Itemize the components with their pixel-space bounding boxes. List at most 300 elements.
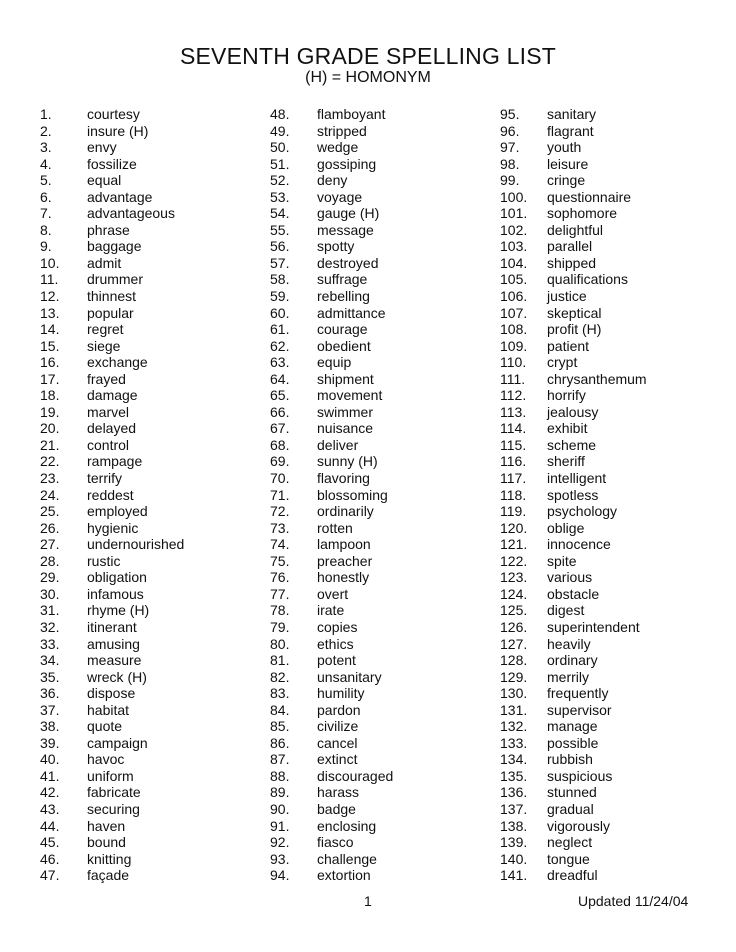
item-number: 95. [500, 106, 520, 122]
spelling-word: shipment [317, 370, 374, 387]
item-number: 4. [40, 155, 52, 172]
spelling-word: advantage [87, 188, 153, 205]
item-number: 30. [40, 585, 60, 602]
page-number: 1 [364, 893, 372, 909]
item-number: 82. [270, 668, 290, 685]
spelling-word: parallel [547, 238, 593, 255]
list-item [270, 338, 500, 355]
list-item [270, 619, 500, 636]
spelling-word: harass [317, 784, 360, 801]
item-number: 69. [270, 453, 290, 470]
list-item [40, 834, 270, 851]
spelling-word: rustic [87, 552, 121, 569]
list-item [40, 801, 270, 818]
spelling-word: shipped [547, 254, 597, 271]
list-item [40, 685, 270, 702]
item-number: 136. [500, 784, 528, 801]
spelling-word: admittance [317, 304, 386, 321]
list-item [500, 851, 730, 868]
item-number: 7. [40, 205, 52, 222]
spelling-word: merrily [547, 668, 589, 685]
list-item [500, 867, 730, 884]
list-item [500, 784, 730, 801]
list-item [500, 834, 730, 851]
spelling-word: sanitary [547, 106, 597, 122]
item-number: 6. [40, 188, 52, 205]
list-item [270, 801, 500, 818]
item-number: 141. [500, 867, 528, 884]
list-item [270, 470, 500, 487]
item-number: 128. [500, 652, 528, 669]
item-number: 66. [270, 403, 290, 420]
item-number: 51. [270, 155, 290, 172]
list-item [500, 586, 730, 603]
list-item [40, 536, 270, 553]
spelling-word: voyage [317, 188, 363, 205]
list-item [270, 784, 500, 801]
spelling-word: challenge [317, 850, 377, 867]
spelling-word: ethics [317, 635, 354, 652]
item-number: 2. [40, 122, 52, 139]
spelling-word: scheme [547, 436, 597, 453]
item-number: 46. [40, 850, 60, 867]
item-number: 124. [500, 585, 528, 602]
spelling-word: dispose [87, 685, 136, 702]
list-item [40, 156, 270, 173]
list-item [500, 536, 730, 553]
spelling-word: damage [87, 387, 138, 404]
item-number: 25. [40, 503, 60, 520]
spelling-word: obstacle [547, 585, 600, 602]
item-number: 17. [40, 370, 60, 387]
list-item [270, 536, 500, 553]
spelling-word: chrysanthemum [547, 370, 647, 387]
list-item [500, 669, 730, 686]
list-item [500, 222, 730, 239]
spelling-word: badge [317, 800, 356, 817]
list-item [270, 553, 500, 570]
spelling-word: spite [547, 552, 577, 569]
spelling-word: unsanitary [317, 668, 382, 685]
word-column-2 [270, 106, 500, 884]
item-number: 102. [500, 221, 528, 238]
item-number: 110. [500, 354, 527, 371]
list-item [270, 387, 500, 404]
list-item [270, 453, 500, 470]
list-item [40, 669, 270, 686]
spelling-word: gradual [547, 800, 594, 817]
spelling-word: haven [87, 817, 126, 834]
item-number: 52. [270, 172, 290, 189]
spelling-word: courage [317, 321, 368, 338]
list-item [500, 189, 730, 206]
item-number: 68. [270, 436, 290, 453]
item-number: 44. [40, 817, 60, 834]
item-number: 18. [40, 387, 60, 404]
spelling-word: dreadful [547, 867, 598, 884]
item-number: 89. [270, 784, 290, 801]
item-number: 78. [270, 602, 290, 619]
spelling-word: flagrant [547, 122, 594, 139]
spelling-word: supervisor [547, 701, 612, 718]
item-number: 35. [40, 668, 60, 685]
spelling-word: delayed [87, 420, 137, 437]
item-number: 23. [40, 470, 60, 487]
spelling-word: honestly [317, 569, 370, 586]
page-subtitle: (H) = HOMONYM [305, 69, 431, 86]
spelling-word: wedge [317, 139, 359, 156]
spelling-word: havoc [87, 751, 125, 768]
spelling-word: digest [547, 602, 585, 619]
item-number: 104. [500, 254, 528, 271]
spelling-word: jealousy [547, 403, 599, 420]
list-item [40, 586, 270, 603]
spelling-word: message [317, 221, 374, 238]
item-number: 126. [500, 618, 528, 635]
spelling-word: rampage [87, 453, 143, 470]
list-item [270, 354, 500, 371]
list-item [40, 487, 270, 504]
item-number: 92. [270, 834, 290, 851]
spelling-word: gauge (H) [317, 205, 380, 222]
list-item [40, 652, 270, 669]
list-item [40, 569, 270, 586]
list-item [40, 387, 270, 404]
list-item [270, 420, 500, 437]
item-number: 71. [270, 486, 290, 503]
spelling-word: marvel [87, 403, 130, 420]
spelling-word: habitat [87, 701, 130, 718]
list-item [270, 255, 500, 272]
list-item [500, 371, 730, 388]
spelling-word: thinnest [87, 288, 137, 305]
spelling-word: ordinarily [317, 503, 374, 520]
list-item [40, 255, 270, 272]
list-item [40, 520, 270, 537]
spelling-word: drummer [87, 271, 144, 288]
item-number: 119. [500, 503, 527, 520]
list-item [270, 702, 500, 719]
list-item [500, 487, 730, 504]
spelling-word: psychology [547, 503, 618, 520]
list-item [270, 238, 500, 255]
spelling-word: profit (H) [547, 321, 602, 338]
list-item [500, 255, 730, 272]
spelling-word: frayed [87, 370, 126, 387]
list-item [270, 437, 500, 454]
item-number: 139. [500, 834, 528, 851]
list-item [270, 371, 500, 388]
list-item [270, 851, 500, 868]
list-item [500, 354, 730, 371]
item-number: 57. [270, 254, 290, 271]
item-number: 15. [40, 337, 60, 354]
spelling-word: civilize [317, 718, 359, 735]
list-item [500, 387, 730, 404]
item-number: 79. [270, 618, 290, 635]
item-number: 75. [270, 552, 290, 569]
list-item [270, 189, 500, 206]
item-number: 99. [500, 172, 520, 189]
list-item [40, 553, 270, 570]
list-item [40, 106, 270, 123]
spelling-word: ordinary [547, 652, 598, 669]
spelling-word: baggage [87, 238, 142, 255]
item-number: 20. [40, 420, 60, 437]
list-item [40, 784, 270, 801]
spelling-word: rhyme (H) [87, 602, 150, 619]
spelling-word: rebelling [317, 288, 370, 305]
spelling-word: oblige [547, 519, 585, 536]
list-item [40, 818, 270, 835]
list-item [500, 685, 730, 702]
item-number: 123. [500, 569, 528, 586]
spelling-word: discouraged [317, 767, 394, 784]
list-item [270, 669, 500, 686]
list-item [270, 487, 500, 504]
spelling-word: measure [87, 652, 142, 669]
item-number: 58. [270, 271, 290, 288]
item-number: 81. [270, 652, 290, 669]
item-number: 70. [270, 470, 290, 487]
spelling-word: employed [87, 503, 148, 520]
spelling-word: irate [317, 602, 345, 619]
spelling-word: spotty [317, 238, 355, 255]
spelling-word: vigorously [547, 817, 611, 834]
list-item [270, 685, 500, 702]
item-number: 11. [40, 271, 59, 288]
spelling-word: gossiping [317, 155, 377, 172]
spelling-word: spotless [547, 486, 599, 503]
item-number: 100. [500, 188, 528, 205]
list-item [40, 321, 270, 338]
list-item [270, 404, 500, 421]
spelling-word: uniform [87, 767, 134, 784]
item-number: 36. [40, 685, 60, 702]
list-item [270, 172, 500, 189]
spelling-word: blossoming [317, 486, 388, 503]
spelling-word: hygienic [87, 519, 139, 536]
list-item [40, 718, 270, 735]
item-number: 88. [270, 767, 290, 784]
item-number: 26. [40, 519, 60, 536]
spelling-word: equal [87, 172, 122, 189]
list-item [270, 718, 500, 735]
list-item [270, 768, 500, 785]
spelling-word: lampoon [317, 536, 371, 553]
item-number: 61. [270, 321, 290, 338]
item-number: 54. [270, 205, 290, 222]
item-number: 56. [270, 238, 290, 255]
list-item [500, 271, 730, 288]
item-number: 12. [40, 288, 60, 305]
list-item [500, 156, 730, 173]
list-item [40, 205, 270, 222]
list-item [500, 569, 730, 586]
list-item [40, 371, 270, 388]
list-item [270, 123, 500, 140]
list-item [270, 834, 500, 851]
list-item [500, 520, 730, 537]
item-number: 13. [40, 304, 60, 321]
spelling-word: cringe [547, 172, 586, 189]
item-number: 55. [270, 221, 290, 238]
item-number: 96. [500, 122, 520, 139]
spelling-word: copies [317, 618, 358, 635]
item-number: 77. [270, 585, 290, 602]
list-item [270, 205, 500, 222]
item-number: 121. [500, 536, 528, 553]
spelling-word: wreck (H) [87, 668, 147, 685]
item-number: 98. [500, 155, 520, 172]
spelling-word: phrase [87, 221, 130, 238]
item-number: 134. [500, 751, 528, 768]
list-item [500, 172, 730, 189]
spelling-word: fiasco [317, 834, 354, 851]
spelling-word: horrify [547, 387, 586, 404]
list-item [500, 139, 730, 156]
spelling-word: façade [87, 867, 130, 884]
spelling-word: itinerant [87, 618, 137, 635]
spelling-word: destroyed [317, 254, 379, 271]
list-item [40, 139, 270, 156]
item-number: 127. [500, 635, 528, 652]
spelling-word: frequently [547, 685, 609, 702]
list-item [40, 851, 270, 868]
item-number: 138. [500, 817, 528, 834]
spelling-word: movement [317, 387, 383, 404]
spelling-word: skeptical [547, 304, 602, 321]
spelling-word: undernourished [87, 536, 185, 553]
item-number: 10. [40, 254, 60, 271]
spelling-word: superintendent [547, 618, 640, 635]
spelling-word: preacher [317, 552, 373, 569]
spelling-word: obligation [87, 569, 147, 586]
spelling-word: tongue [547, 850, 590, 867]
list-item [500, 768, 730, 785]
list-item [40, 437, 270, 454]
list-item [270, 867, 500, 884]
list-item [270, 321, 500, 338]
list-item [270, 569, 500, 586]
item-number: 74. [270, 536, 290, 553]
list-item [40, 503, 270, 520]
item-number: 62. [270, 337, 290, 354]
spelling-word: fabricate [87, 784, 141, 801]
item-number: 129. [500, 668, 528, 685]
spelling-word: heavily [547, 635, 591, 652]
list-item [270, 139, 500, 156]
item-number: 73. [270, 519, 290, 536]
list-item [40, 768, 270, 785]
list-item [270, 520, 500, 537]
list-item [40, 420, 270, 437]
spelling-word: crypt [547, 354, 578, 371]
list-item [270, 222, 500, 239]
item-number: 118. [500, 486, 527, 503]
item-number: 63. [270, 354, 290, 371]
item-number: 94. [270, 867, 290, 884]
spelling-word: sunny (H) [317, 453, 378, 470]
list-item [500, 404, 730, 421]
item-number: 34. [40, 652, 60, 669]
list-item [500, 619, 730, 636]
item-number: 76. [270, 569, 290, 586]
spelling-word: fossilize [87, 155, 137, 172]
list-item [500, 453, 730, 470]
item-number: 27. [40, 536, 60, 553]
item-number: 14. [40, 321, 60, 338]
spelling-word: justice [547, 288, 587, 305]
spelling-word: infamous [87, 585, 144, 602]
spelling-word: siege [87, 337, 121, 354]
list-item [40, 189, 270, 206]
item-number: 130. [500, 685, 528, 702]
list-item [40, 222, 270, 239]
list-item [270, 503, 500, 520]
list-item [270, 652, 500, 669]
item-number: 80. [270, 635, 290, 652]
item-number: 49. [270, 122, 290, 139]
item-number: 97. [500, 139, 520, 156]
item-number: 135. [500, 767, 528, 784]
list-item [500, 735, 730, 752]
item-number: 125. [500, 602, 528, 619]
item-number: 107. [500, 304, 528, 321]
item-number: 65. [270, 387, 290, 404]
list-item [40, 602, 270, 619]
item-number: 3. [40, 139, 52, 156]
spelling-word: amusing [87, 635, 140, 652]
item-number: 109. [500, 337, 528, 354]
list-item [500, 801, 730, 818]
spelling-word: popular [87, 304, 134, 321]
list-item [40, 453, 270, 470]
item-number: 21. [40, 436, 60, 453]
item-number: 60. [270, 304, 290, 321]
list-item [500, 751, 730, 768]
spelling-word: nuisance [317, 420, 374, 437]
list-item [40, 636, 270, 653]
spelling-word: intelligent [547, 470, 607, 487]
item-number: 59. [270, 288, 290, 305]
list-item [500, 420, 730, 437]
spelling-word: stripped [317, 122, 367, 139]
spelling-word: reddest [87, 486, 134, 503]
list-item [40, 172, 270, 189]
list-item [270, 106, 500, 123]
item-number: 117. [500, 470, 527, 487]
list-item [270, 636, 500, 653]
item-number: 86. [270, 734, 290, 751]
spelling-word: qualifications [547, 271, 628, 288]
item-number: 45. [40, 834, 60, 851]
list-item [500, 437, 730, 454]
item-number: 29. [40, 569, 60, 586]
item-number: 28. [40, 552, 60, 569]
list-item [500, 636, 730, 653]
item-number: 101. [500, 205, 528, 222]
list-item [500, 205, 730, 222]
list-item [270, 305, 500, 322]
spelling-word: quote [87, 718, 123, 735]
item-number: 108. [500, 321, 528, 338]
list-item [40, 735, 270, 752]
list-item [500, 602, 730, 619]
spelling-word: exhibit [547, 420, 588, 437]
spelling-word: potent [317, 652, 356, 669]
spelling-word: manage [547, 718, 598, 735]
